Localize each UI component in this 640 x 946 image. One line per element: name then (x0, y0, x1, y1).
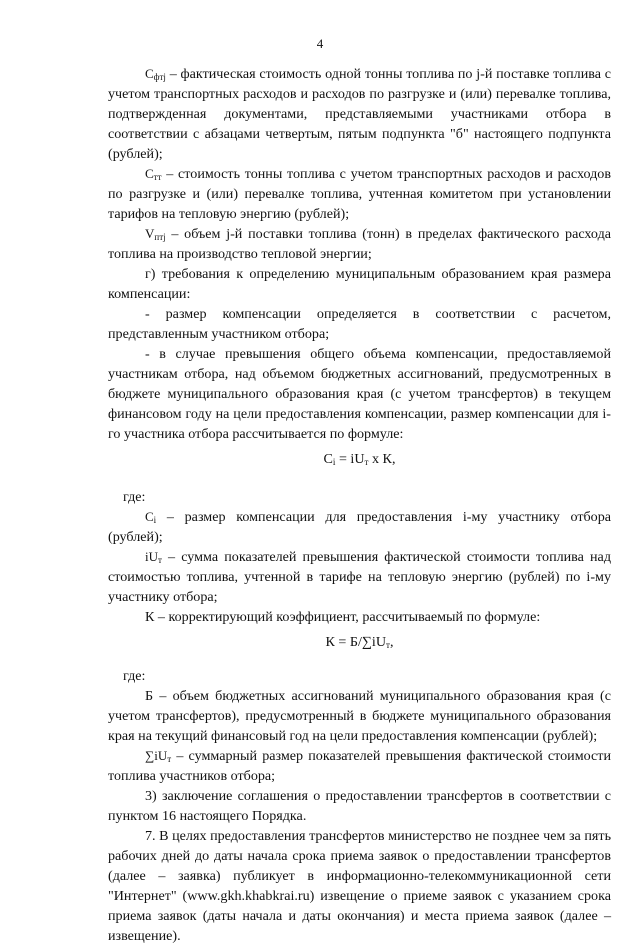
paragraph-calc-rule: - размер компенсации определяется в соответствии с расчетом, представленным участником отбора; (108, 306, 611, 342)
paragraph-iut-def: $iU_т$ – сумма показателей превышения фактической стоимости топлива над стоимостью топлива, учтенной в тарифе на тепловую энергию (рублей) по i-му участнику отбора; (108, 549, 611, 605)
paragraph-ctt (108, 164, 611, 224)
paragraph-agreement: 3) заключение соглашения о предоставлении трансфертов в соответствии с пунктом 16 настоящего Порядка. (108, 788, 611, 824)
symbol-c: C (145, 166, 154, 181)
document-body (108, 64, 611, 946)
paragraph-sum-iut-def: $\sum iU_т$ – суммарный размер показателей превышения фактической стоимости топлива участников отбора; (108, 748, 611, 784)
paragraph-vpt (108, 224, 611, 264)
paragraph-ci-def: $C_i$ – размер компенсации для предоставления i-му участнику отбора (рублей); (108, 509, 611, 545)
symbol-subscript: тт (153, 172, 162, 182)
formula-ci: $C_i = iU_т$ х К, (323, 451, 396, 467)
where-label: где: (123, 668, 146, 684)
paragraph-cft (108, 64, 611, 164)
paragraph-text: – фактическая стоимость одной тонны топлива по j-й поставке топлива с учетом транспортных расходов и расходов по разгрузке и (или) перевалке топлива, подтвержденная документами, представляемыми участниками отбора в соответствии с абзацами четвертым, пятым подпункта "б" настоящего подпункта (рублей); (108, 66, 611, 162)
where-label: где: (123, 489, 146, 505)
symbol-v: V (145, 226, 155, 241)
paragraph-excess-case: - в случае превышения общего объема компенсации, предоставляемой участникам отбора, над объемом бюджетных ассигнований, предусмотренных в бюджете муниципального образования края (с учетом трансфертов) в текущем финансовом году на цели предоставления компенсации, размер компенсации для i-го участника отбора рассчитывается по формуле: (108, 346, 611, 442)
symbol-c: C (145, 66, 154, 81)
page-number: 4 (316, 36, 324, 51)
paragraph-text: – стоимость тонны топлива с учетом транспортных расходов и расходов по разгрузке и (или) перевалке топлива, учтенная комитетом при установлении тарифов на тепловую энергию (рублей); (108, 166, 611, 222)
formula-k: $К = Б/\sum iU_т$, (325, 634, 394, 650)
symbol-subscript: птj (154, 232, 166, 242)
paragraph-text: – объем j-й поставки топлива (тонн) в пределах фактического расхода топлива на производство тепловой энергии; (108, 226, 611, 262)
paragraph-k-def: К – корректирующий коэффициент, рассчитываемый по формуле: (145, 609, 541, 625)
paragraph-b-def: Б – объем бюджетных ассигнований муниципального образования края (с учетом трансфертов), предусмотренный в бюджете муниципального образования края на текущий финансовый год на цели предоставления компенсации (рублей); (108, 688, 611, 744)
paragraph-requirements: г) требования к определению муниципальным образованием края размера компенсации: (108, 266, 611, 302)
symbol-subscript: фтj (153, 72, 166, 82)
paragraph-item-7: 7. В целях предоставления трансфертов министерство не позднее чем за пять рабочих дней до даты начала срока приема заявок о предоставлении трансфертов (далее – заявка) публикует в информационно-телекоммуникационной сети "Интернет" (www.gkh.khabkrai.ru) извещение о приеме заявок с указанием срока приема заявок (даты начала и даты окончания) и места приема заявок (далее – извещение). (108, 828, 611, 944)
